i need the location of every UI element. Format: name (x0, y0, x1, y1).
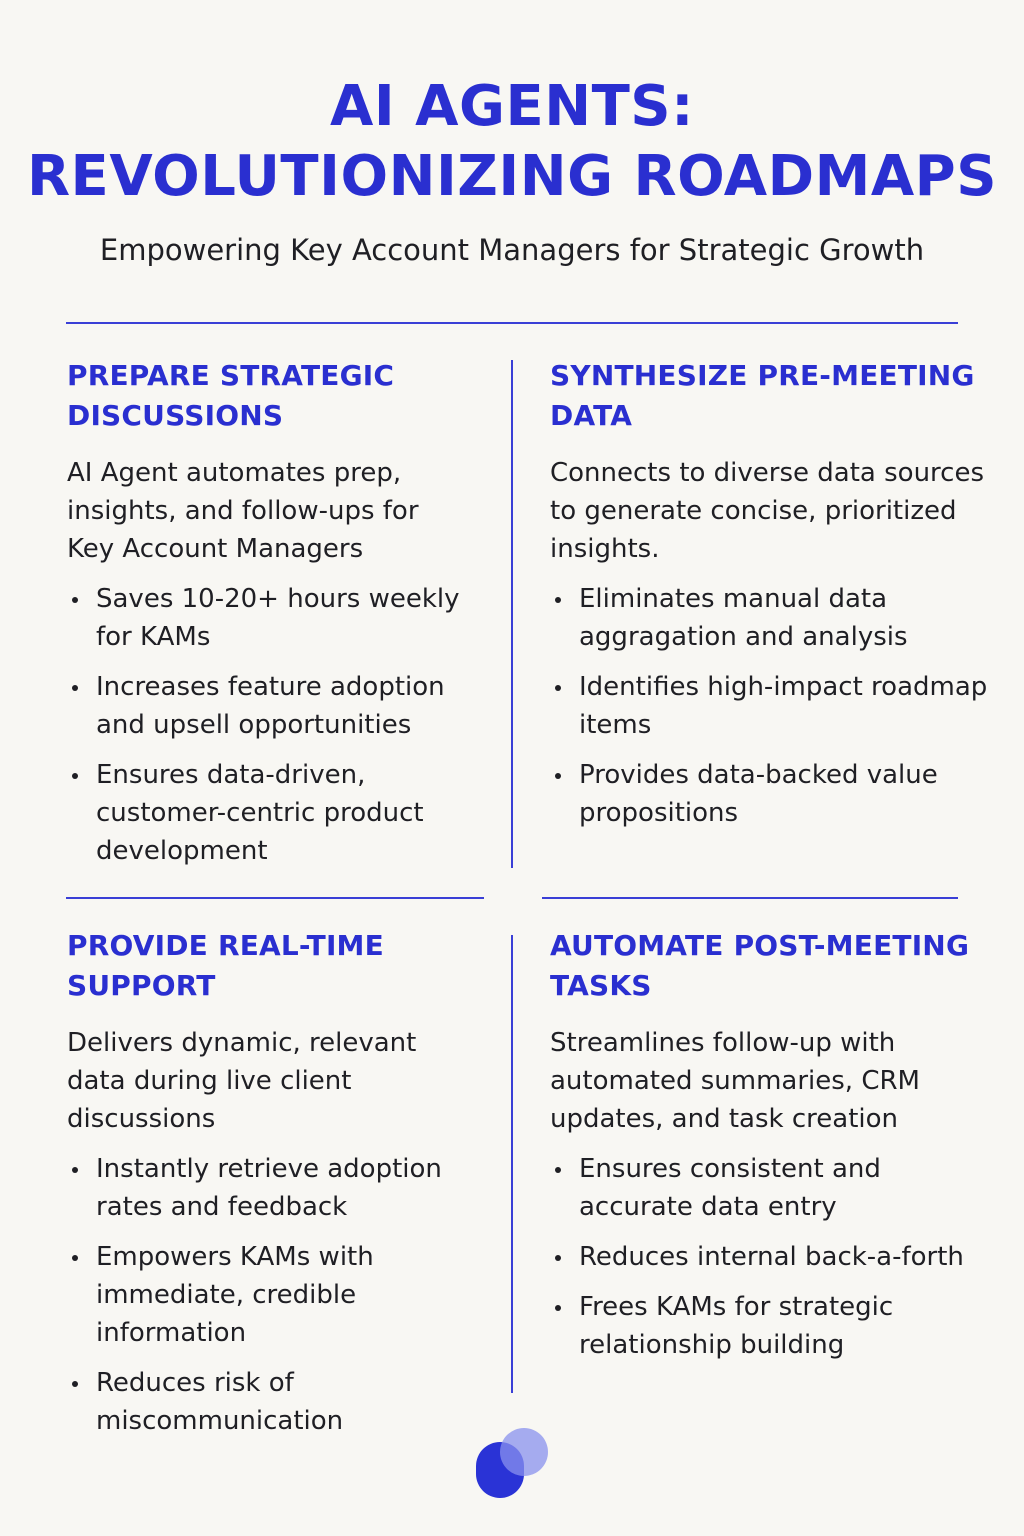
section-heading: AUTOMATE POST-MEETING TASKS (550, 929, 970, 1002)
section-description: Streamlines follow-up with automated summaries, CRM updates, and task creation (550, 1028, 920, 1134)
page-subtitle: Empowering Key Account Managers for Strategic Growth (99, 233, 925, 267)
bullet-item (67, 1364, 477, 1440)
bullet-dot-icon (72, 597, 78, 603)
overlapping-circles-logo-icon (474, 1426, 554, 1506)
bullet-text: Instantly retrieve adoption rates and feedback (96, 1154, 442, 1222)
bullet-dot-icon (72, 1381, 78, 1387)
bullet-list (550, 1150, 970, 1364)
bottom-column-divider (511, 935, 513, 1393)
bullet-text: Empowers KAMs with immediate, credible information (96, 1242, 374, 1348)
bullet-item (550, 580, 990, 656)
bullet-dot-icon (555, 1167, 561, 1173)
bullet-dot-icon (555, 773, 561, 779)
bullet-item (550, 1238, 970, 1276)
bullet-dot-icon (555, 1255, 561, 1261)
bullet-text: Ensures consistent and accurate data entry (579, 1154, 881, 1222)
section-provide-real-time-support (67, 926, 477, 1452)
section-description: AI Agent automates prep, insights, and follow-ups for Key Account Managers (67, 458, 419, 564)
bullet-item (67, 756, 467, 870)
section-prepare-strategic-discussions (67, 356, 467, 882)
section-synthesize-pre-meeting-data (550, 356, 990, 844)
section-heading: PROVIDE REAL-TIME SUPPORT (67, 929, 384, 1002)
bullet-item (550, 1150, 970, 1226)
bullet-dot-icon (555, 685, 561, 691)
bullet-text: Eliminates manual data aggragation and analysis (579, 584, 908, 652)
bullet-dot-icon (72, 773, 78, 779)
bullet-list (550, 580, 990, 832)
section-heading: SYNTHESIZE PRE-MEETING DATA (550, 359, 975, 432)
bullet-text: Frees KAMs for strategic relationship building (579, 1292, 894, 1360)
section-description: Connects to diverse data sources to generate concise, prioritized insights. (550, 458, 985, 564)
bullet-dot-icon (72, 1255, 78, 1261)
bullet-text: Reduces internal back-a-forth (579, 1242, 964, 1272)
bullet-list (67, 580, 467, 870)
bullet-dot-icon (555, 1305, 561, 1311)
bullet-text: Saves 10-20+ hours weekly for KAMs (96, 584, 460, 652)
middle-divider-right (542, 897, 958, 899)
bullet-item (67, 1150, 477, 1226)
bullet-item (67, 580, 467, 656)
section-description: Delivers dynamic, relevant data during live client discussions (67, 1028, 417, 1134)
top-column-divider (511, 360, 513, 868)
bullet-list (67, 1150, 477, 1440)
bullet-text: Ensures data-driven, customer-centric product development (96, 760, 424, 866)
bullet-item (550, 756, 990, 832)
logo-back-circle (500, 1428, 548, 1476)
bullet-text: Increases feature adoption and upsell opportunities (96, 672, 445, 740)
bullet-item (550, 1288, 970, 1364)
page-title-line-2: REVOLUTIONIZING ROADMAPS (26, 144, 998, 209)
header-divider (66, 322, 958, 324)
bullet-dot-icon (72, 1167, 78, 1173)
bullet-text: Provides data-backed value propositions (579, 760, 938, 828)
bullet-text: Identifies high-impact roadmap items (579, 672, 988, 740)
section-heading: PREPARE STRATEGIC DISCUSSIONS (67, 359, 395, 432)
middle-divider-left (66, 897, 484, 899)
page-title-line-1: AI AGENTS: (329, 74, 695, 139)
bullet-item (67, 1238, 477, 1352)
bullet-dot-icon (555, 597, 561, 603)
bullet-text: Reduces risk of miscommunication (96, 1368, 344, 1436)
section-automate-post-meeting-tasks (550, 926, 970, 1376)
bullet-dot-icon (72, 685, 78, 691)
bullet-item (67, 668, 467, 744)
bullet-item (550, 668, 990, 744)
